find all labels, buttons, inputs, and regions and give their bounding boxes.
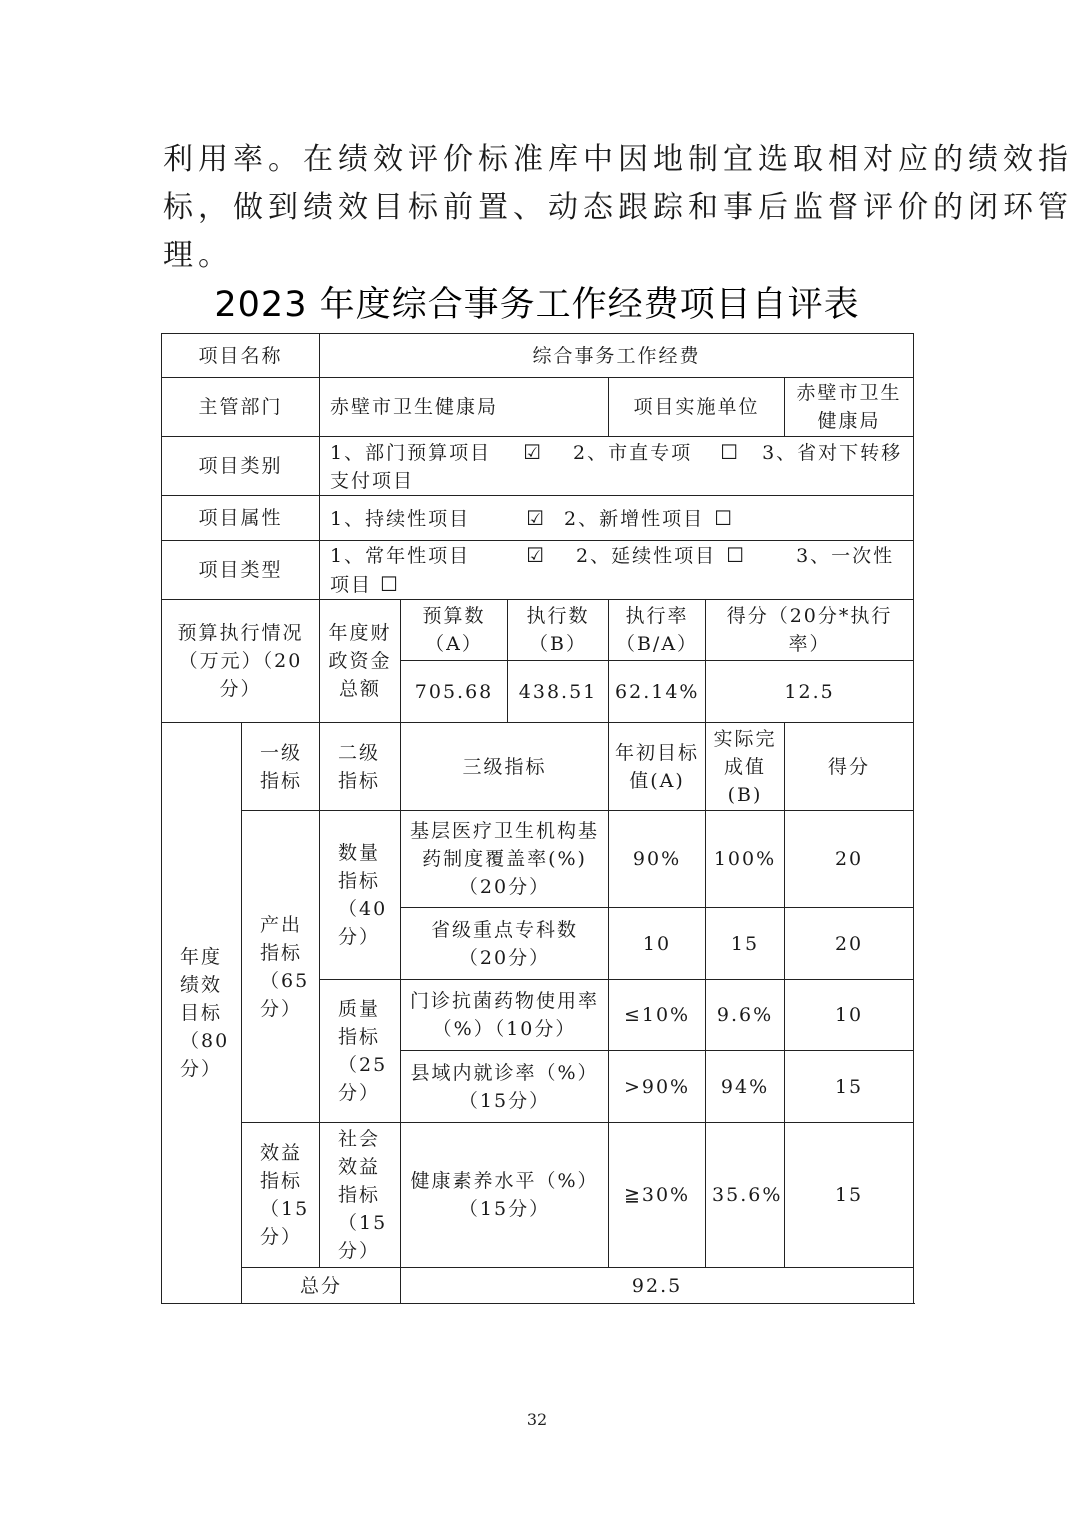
- indicator-actual: 100%: [706, 811, 785, 908]
- table-row: [162, 1123, 914, 1268]
- indicator-actual: 94%: [706, 1051, 785, 1123]
- indicator-score: 15: [785, 1051, 914, 1123]
- indicator-actual: 15: [706, 908, 785, 980]
- total-score-label: 总分: [242, 1268, 401, 1304]
- category-options: [320, 437, 914, 496]
- budget-score-header: 得分（20分*执行率）: [706, 600, 914, 661]
- project-name-label: 项目名称: [162, 334, 320, 378]
- indicator-name: 基层医疗卫生机构基药制度覆盖率(%)（20分）: [401, 811, 609, 908]
- points-header: 得分: [785, 723, 914, 811]
- annual-performance-label: 年度绩效目标（80分）: [162, 723, 242, 1304]
- department-label: 主管部门: [162, 378, 320, 437]
- indicator-target: >90%: [609, 1051, 706, 1123]
- actual-value-header: 实际完成值(B): [706, 723, 785, 811]
- evaluation-table: [161, 333, 914, 1304]
- indicator-name: 健康素养水平（%）（15分）: [401, 1123, 609, 1268]
- table-row: [162, 811, 914, 908]
- project-name-value: 综合事务工作经费: [320, 334, 914, 378]
- row-budget-header: [162, 600, 914, 661]
- execution-amount-header: 执行数（B）: [508, 600, 609, 661]
- attribute-option-1: 1、持续性项目: [330, 507, 471, 530]
- fiscal-total-label: 年度财政资金总额: [320, 600, 401, 723]
- quantity-indicator-label: 数量指标（40分）: [320, 811, 401, 980]
- checked-box-icon: ☑: [526, 543, 547, 567]
- intro-line-2: 标，做到绩效目标前置、动态跟踪和事后监督评价的闭环管: [163, 190, 1073, 225]
- level1-indicator-header: 一级指标: [242, 723, 320, 811]
- level3-indicator-header: 三级指标: [401, 723, 609, 811]
- social-benefit-indicator-label: 社会效益指标（15分）: [320, 1123, 401, 1268]
- indicator-actual: 35.6%: [706, 1123, 785, 1268]
- indicator-target: 10: [609, 908, 706, 980]
- department-value: 赤壁市卫生健康局: [320, 378, 609, 437]
- quality-indicator-label: 质量指标（25分）: [320, 980, 401, 1123]
- row-total: [162, 1268, 914, 1304]
- category-label: 项目类别: [162, 437, 320, 496]
- indicator-target: ≧30%: [609, 1123, 706, 1268]
- category-option-3: 3、省对下转移支付项目: [330, 441, 903, 492]
- type-option-2: 2、延续性项目: [576, 545, 717, 567]
- row-department: [162, 378, 914, 437]
- level2-indicator-header: 二级指标: [320, 723, 401, 811]
- execution-amount-value: 438.51: [508, 661, 609, 723]
- unchecked-box-icon: ☐: [726, 543, 747, 567]
- indicator-name: 门诊抗菌药物使用率（%）（10分）: [401, 980, 609, 1051]
- type-option-1: 1、常年性项目: [330, 545, 471, 567]
- target-value-header: 年初目标值(A): [609, 723, 706, 811]
- row-project-name: [162, 334, 914, 378]
- attribute-options: [320, 496, 914, 541]
- indicator-score: 20: [785, 908, 914, 980]
- indicator-score: 20: [785, 811, 914, 908]
- type-label: 项目类型: [162, 541, 320, 600]
- row-indicator-header: [162, 723, 914, 811]
- indicator-score: 10: [785, 980, 914, 1051]
- budget-amount-value: 705.68: [401, 661, 508, 723]
- indicator-name: 省级重点专科数（20分）: [401, 908, 609, 980]
- indicator-score: 15: [785, 1123, 914, 1268]
- execution-rate-value: 62.14%: [609, 661, 706, 723]
- page-number: 32: [526, 1410, 548, 1429]
- budget-score-value: 12.5: [706, 661, 914, 723]
- execution-rate-header: 执行率（B/A）: [609, 600, 706, 661]
- type-options: [320, 541, 914, 600]
- row-category: [162, 437, 914, 496]
- checked-box-icon: ☑: [526, 505, 547, 530]
- implementer-value: 赤壁市卫生健康局: [785, 378, 914, 437]
- attribute-option-2: 2、新增性项目: [564, 507, 705, 530]
- type-option-3: 3、一次性项目: [330, 545, 895, 596]
- row-attribute: [162, 496, 914, 541]
- budget-execution-label: 预算执行情况（万元）（20分）: [162, 600, 320, 723]
- intro-line-1: 利用率。在绩效评价标准库中因地制宜选取相对应的绩效指: [163, 142, 1073, 177]
- checked-box-icon: ☑: [523, 439, 544, 464]
- indicator-actual: 9.6%: [706, 980, 785, 1051]
- implementer-label: 项目实施单位: [609, 378, 785, 437]
- unchecked-box-icon: ☐: [714, 505, 735, 530]
- intro-line-3: 理。: [163, 238, 233, 273]
- output-indicator-label: 产出指标（65分）: [242, 811, 320, 1123]
- category-option-1: 1、部门预算项目: [330, 441, 492, 464]
- benefit-indicator-label: 效益指标（15分）: [242, 1123, 320, 1268]
- indicator-name: 县域内就诊率（%）（15分）: [401, 1051, 609, 1123]
- unchecked-box-icon: ☐: [380, 572, 400, 596]
- row-type: [162, 541, 914, 600]
- budget-amount-header: 预算数（A）: [401, 600, 508, 661]
- unchecked-box-icon: ☐: [720, 439, 741, 464]
- indicator-target: ≤10%: [609, 980, 706, 1051]
- total-score-value: 92.5: [401, 1268, 914, 1304]
- indicator-target: 90%: [609, 811, 706, 908]
- attribute-label: 项目属性: [162, 496, 320, 541]
- category-option-2: 2、市直专项: [573, 441, 693, 464]
- document-title: 2023 年度综合事务工作经费项目自评表: [214, 285, 860, 325]
